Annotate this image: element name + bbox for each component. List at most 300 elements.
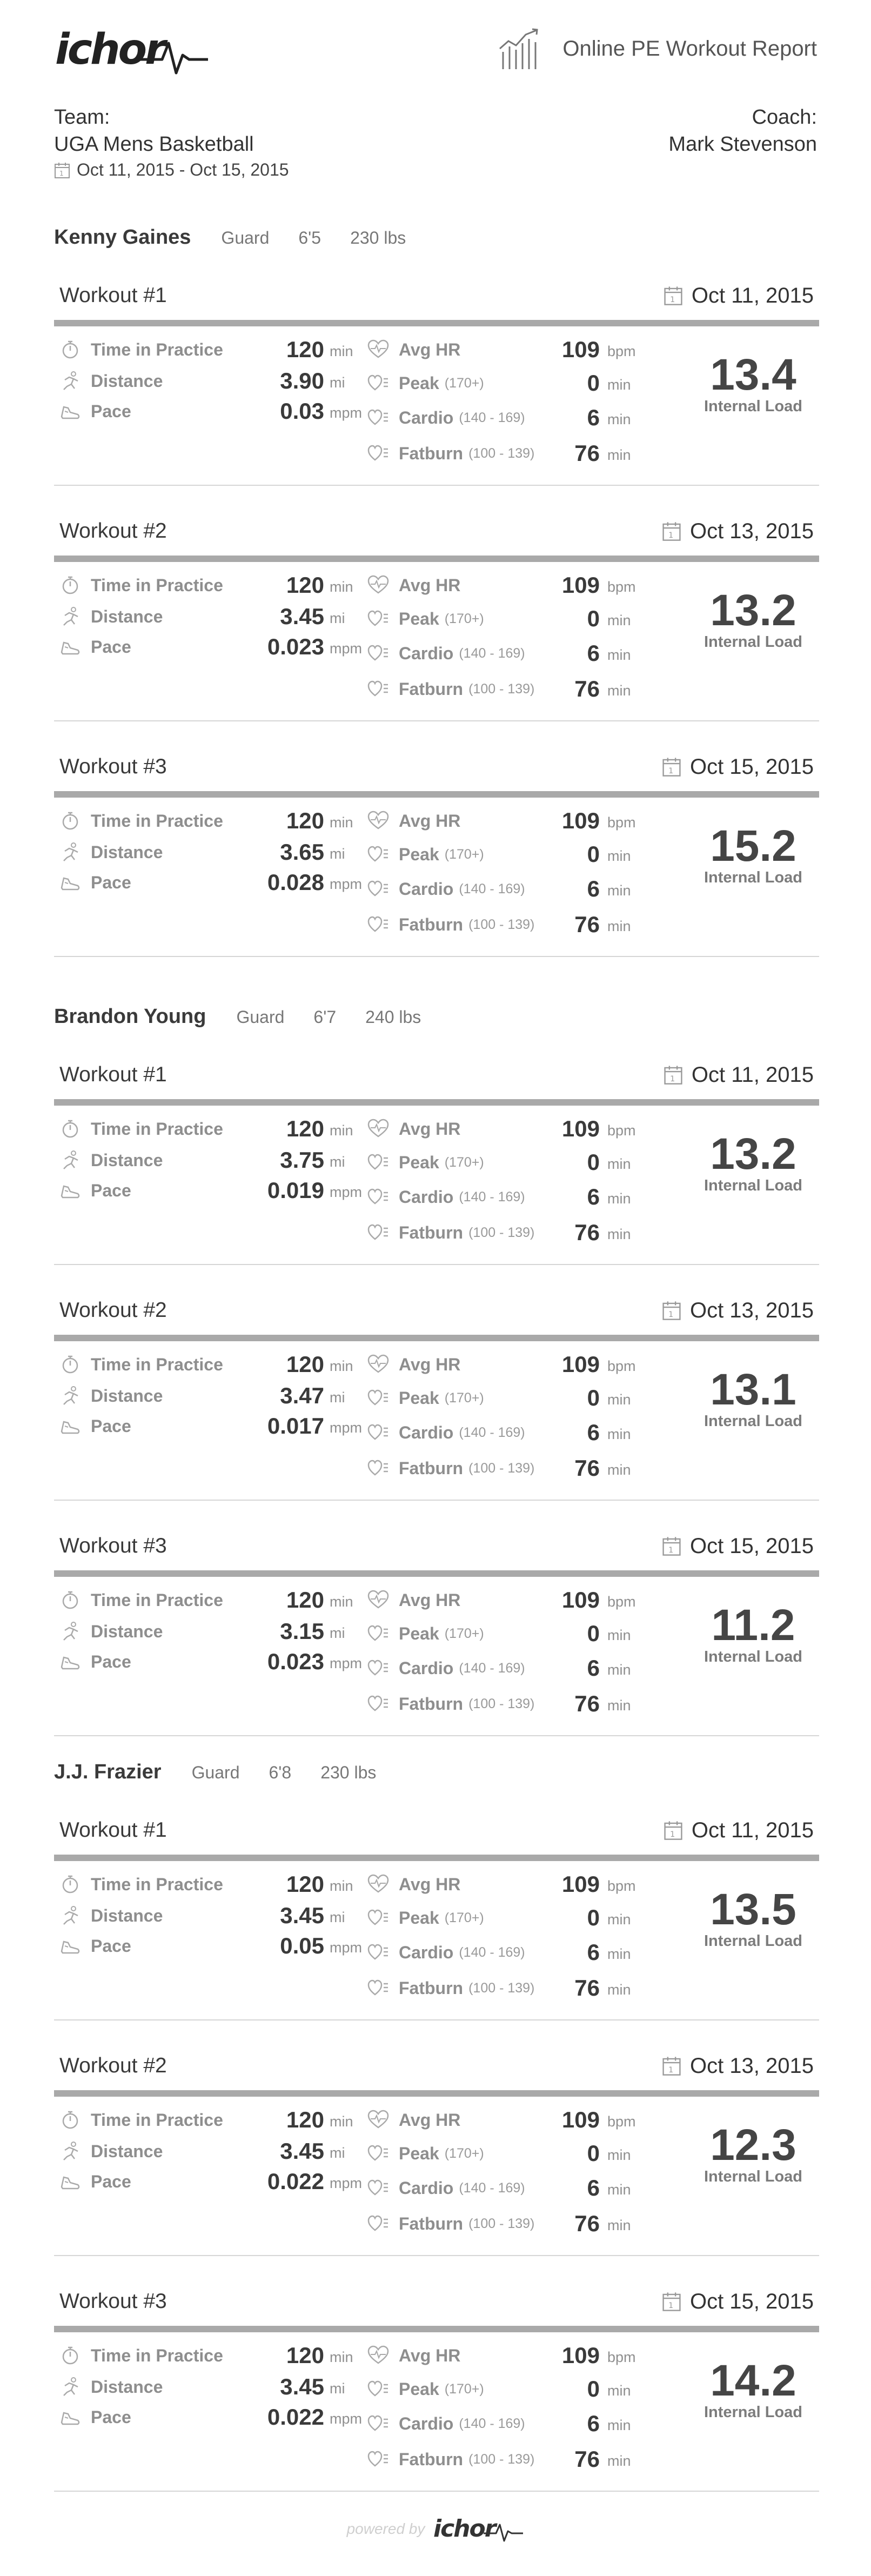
heart-zone-icon <box>367 2213 389 2234</box>
svg-text:1: 1 <box>669 1074 675 1083</box>
workout-header <box>59 2047 814 2085</box>
workout-date-text: Oct 15, 2015 <box>689 2289 814 2313</box>
metric-label-fatburn: Fatburn <box>399 2213 464 2233</box>
metric-value-fatburn: 76 <box>574 1691 600 1716</box>
metric-unit-fatburn: min <box>607 1697 631 1714</box>
metric-unit-peak: min <box>607 1627 631 1643</box>
metric-pace <box>59 1177 131 1204</box>
player-weight: 240 lbs <box>365 1007 421 1027</box>
metric-time <box>59 1587 223 1614</box>
internal-load-label: Internal Load <box>704 633 803 651</box>
workout-title: Workout #1 <box>59 1818 167 1842</box>
heart-zone-icon <box>367 1623 389 1644</box>
player-height: 6'7 <box>313 1007 337 1027</box>
ichor-logo <box>54 22 211 81</box>
calendar-icon <box>662 1300 681 1321</box>
metric-label-peak: Peak <box>399 2379 439 2399</box>
internal-load-value: 13.4 <box>710 350 796 399</box>
metric-label-time: Time in Practice <box>91 575 223 595</box>
shoe-icon <box>59 1180 81 1201</box>
metric-unit-time: min <box>330 2113 353 2130</box>
metric-range-fatburn: (100 - 139) <box>468 1225 535 1240</box>
metric-unit-time: min <box>330 343 353 359</box>
metric-value-time: 120 <box>286 1871 324 1897</box>
metric-unit-distance: mi <box>330 2145 345 2161</box>
metric-range-cardio: (140 - 169) <box>459 1189 525 1205</box>
metric-label-avg-hr: Avg HR <box>399 339 461 359</box>
shoe-icon <box>59 2406 81 2428</box>
internal-load-value: 12.3 <box>710 2120 796 2170</box>
metric-distance <box>59 1902 163 1929</box>
metric-distance <box>59 2138 163 2165</box>
heart-zone-icon <box>367 1977 389 1999</box>
workout-bottom-rule <box>54 1264 819 1265</box>
workout-date <box>662 519 814 544</box>
svg-text:1: 1 <box>668 766 674 775</box>
calendar-icon <box>664 285 683 306</box>
metric-value-fatburn: 76 <box>574 440 600 466</box>
metric-value-cardio: 6 <box>587 2411 600 2436</box>
metric-value-distance: 3.45 <box>280 1903 324 1928</box>
metric-value-cardio: 6 <box>587 1939 600 1965</box>
metric-distance <box>59 1618 163 1645</box>
metric-label-fatburn: Fatburn <box>399 1458 464 1478</box>
metric-range-fatburn: (100 - 139) <box>468 916 535 932</box>
svg-text:1: 1 <box>668 531 674 540</box>
metric-label-fatburn: Fatburn <box>399 914 464 934</box>
heart-zone-icon <box>367 1907 389 1929</box>
player-header <box>54 1761 405 1784</box>
heart-zone-icon <box>367 1942 389 1963</box>
metric-unit-avg-hr: bpm <box>607 343 636 359</box>
shoe-icon <box>59 2171 81 2192</box>
internal-load-value: 15.2 <box>710 821 796 871</box>
player-position: Guard <box>236 1007 285 1027</box>
metric-time <box>59 2106 223 2133</box>
metric-unit-cardio: min <box>607 411 631 427</box>
metric-unit-peak: min <box>607 2383 631 2399</box>
workout-header <box>59 1811 814 1849</box>
metric-unit-pace: mpm <box>330 876 362 892</box>
metric-unit-peak: min <box>607 2147 631 2163</box>
coach-label: Coach: <box>752 106 817 129</box>
workout-card <box>54 2047 819 2258</box>
workout-card <box>54 1527 819 1738</box>
workout-date-text: Oct 11, 2015 <box>691 283 814 307</box>
metric-value-pace: 0.023 <box>267 1649 324 1674</box>
runner-icon <box>59 1905 81 1926</box>
metric-unit-fatburn: min <box>607 1982 631 1998</box>
heart-zone-icon <box>367 608 389 630</box>
heart-zone-icon <box>367 2177 389 2199</box>
heart-zone-icon <box>367 1457 389 1479</box>
metric-label-avg-hr: Avg HR <box>399 2110 461 2130</box>
svg-text:1: 1 <box>669 295 675 304</box>
stopwatch-icon <box>59 2109 81 2131</box>
metric-label-avg-hr: Avg HR <box>399 1590 461 1610</box>
internal-load <box>694 821 813 887</box>
workout-title: Workout #2 <box>59 519 167 543</box>
workout-bottom-rule <box>54 2491 819 2492</box>
footer <box>0 2513 871 2545</box>
shoe-icon <box>59 1415 81 1437</box>
workout-date <box>662 755 814 779</box>
stopwatch-icon <box>59 2345 81 2366</box>
metric-pace <box>59 633 131 660</box>
stopwatch-icon <box>59 574 81 596</box>
workout-divider <box>54 320 819 326</box>
metric-value-fatburn: 76 <box>574 676 600 701</box>
logo-wordmark: ichor <box>55 25 164 74</box>
calendar-icon <box>664 1820 683 1841</box>
metric-unit-cardio: min <box>607 1946 631 1962</box>
metric-label-pace: Pace <box>91 1180 131 1200</box>
metric-time <box>59 572 223 599</box>
metric-label-peak: Peak <box>399 2143 439 2163</box>
metric-avg-hr <box>367 1351 460 1378</box>
metric-label-fatburn: Fatburn <box>399 679 464 699</box>
workout-divider <box>54 556 819 562</box>
internal-load-value: 14.2 <box>710 2356 796 2405</box>
workout-date-text: Oct 15, 2015 <box>689 754 814 779</box>
metric-value-distance: 3.47 <box>280 1383 324 1408</box>
workout-date <box>662 2290 814 2314</box>
player-position: Guard <box>191 1763 240 1782</box>
metric-value-avg-hr: 109 <box>561 2107 600 2132</box>
metric-range-fatburn: (100 - 139) <box>468 2216 535 2231</box>
metric-unit-fatburn: min <box>607 1226 631 1242</box>
metric-label-distance: Distance <box>91 1386 163 1406</box>
metric-label-pace: Pace <box>91 2171 131 2191</box>
metric-unit-cardio: min <box>607 1662 631 1678</box>
metric-range-fatburn: (100 - 139) <box>468 1460 535 1476</box>
metric-range-peak: (170+) <box>444 1154 484 1170</box>
metric-unit-avg-hr: bpm <box>607 2113 636 2130</box>
workout-bottom-rule <box>54 2019 819 2020</box>
metric-label-time: Time in Practice <box>91 1590 223 1610</box>
metric-avg-hr <box>367 572 460 599</box>
workout-card <box>54 512 819 723</box>
heart-rate-icon <box>367 1589 389 1611</box>
metric-peak <box>367 2376 484 2403</box>
workout-card <box>54 1811 819 2022</box>
metric-label-peak: Peak <box>399 373 439 393</box>
team-name: UGA Mens Basketball <box>54 133 254 156</box>
workout-date-text: Oct 15, 2015 <box>689 1534 814 1558</box>
workout-date <box>662 1299 814 1323</box>
metric-range-cardio: (140 - 169) <box>459 2180 525 2196</box>
workout-title: Workout #2 <box>59 2054 167 2077</box>
runner-icon <box>59 606 81 627</box>
workout-title: Workout #3 <box>59 1534 167 1557</box>
metric-label-peak: Peak <box>399 1152 439 1172</box>
metric-unit-cardio: min <box>607 2417 631 2433</box>
metric-range-peak: (170+) <box>444 1910 484 1925</box>
metric-value-time: 120 <box>286 1116 324 1141</box>
metric-label-cardio: Cardio <box>399 1942 454 1962</box>
internal-load-value: 13.5 <box>710 1885 796 1934</box>
heart-zone-icon <box>367 678 389 700</box>
workout-bottom-rule <box>54 2255 819 2256</box>
workout-divider <box>54 2090 819 2097</box>
heart-zone-icon <box>367 2378 389 2400</box>
heart-zone-icon <box>367 1186 389 1208</box>
metric-pace <box>59 869 131 896</box>
stopwatch-icon <box>59 1118 81 1140</box>
metric-label-pace: Pace <box>91 2407 131 2427</box>
metric-unit-time: min <box>330 1358 353 1374</box>
metric-label-time: Time in Practice <box>91 1354 223 1374</box>
shoe-icon <box>59 1651 81 1672</box>
shoe-icon <box>59 400 81 422</box>
heart-rate-icon <box>367 1118 389 1140</box>
metric-label-cardio: Cardio <box>399 879 454 899</box>
metric-unit-peak: min <box>607 848 631 864</box>
metric-label-time: Time in Practice <box>91 339 223 359</box>
metric-label-distance: Distance <box>91 371 163 391</box>
metric-unit-distance: mi <box>330 1389 345 1406</box>
workout-header <box>59 1527 814 1565</box>
metric-value-distance: 3.15 <box>280 1618 324 1644</box>
workout-bottom-rule <box>54 1500 819 1501</box>
metric-unit-avg-hr: bpm <box>607 2349 636 2365</box>
workout-card <box>54 2283 819 2493</box>
metric-label-time: Time in Practice <box>91 811 223 831</box>
footer-logo-wordmark: ichor <box>433 2515 495 2542</box>
runner-icon <box>59 1621 81 1642</box>
workout-bottom-rule <box>54 1735 819 1736</box>
metric-pace <box>59 2404 131 2431</box>
metric-range-peak: (170+) <box>444 611 484 626</box>
metric-peak <box>367 605 484 632</box>
metric-label-cardio: Cardio <box>399 407 454 427</box>
stopwatch-icon <box>59 810 81 832</box>
calendar-icon <box>662 757 681 777</box>
metric-label-peak: Peak <box>399 1388 439 1408</box>
internal-load-label: Internal Load <box>704 1932 803 1950</box>
report-title: Online PE Workout Report <box>562 36 817 61</box>
coach-name: Mark Stevenson <box>668 133 817 156</box>
workout-title: Workout #1 <box>59 284 167 307</box>
heart-zone-icon <box>367 914 389 935</box>
report-title-block <box>498 22 817 76</box>
metric-unit-cardio: min <box>607 1190 631 1207</box>
metric-label-avg-hr: Avg HR <box>399 811 461 831</box>
metric-value-time: 120 <box>286 1587 324 1612</box>
metric-distance <box>59 1382 163 1409</box>
metric-label-peak: Peak <box>399 844 439 864</box>
metric-value-distance: 3.65 <box>280 839 324 865</box>
runner-icon <box>59 2140 81 2162</box>
metric-unit-fatburn: min <box>607 447 631 463</box>
metric-value-pace: 0.022 <box>267 2169 324 2194</box>
metric-value-time: 120 <box>286 337 324 362</box>
player-weight: 230 lbs <box>320 1763 377 1782</box>
heart-zone-icon <box>367 1152 389 1173</box>
player-position: Guard <box>221 228 270 247</box>
metric-avg-hr <box>367 2106 460 2133</box>
metric-label-avg-hr: Avg HR <box>399 1874 461 1894</box>
metric-label-time: Time in Practice <box>91 1874 223 1894</box>
metric-distance <box>59 839 163 866</box>
metric-value-pace: 0.023 <box>267 634 324 659</box>
bar-chart-icon <box>498 27 541 70</box>
metric-label-cardio: Cardio <box>399 1422 454 1442</box>
metric-range-cardio: (140 - 169) <box>459 1944 525 1960</box>
report-date-range <box>54 160 289 180</box>
metric-time <box>59 336 223 363</box>
heart-zone-icon <box>367 844 389 865</box>
metric-peak <box>367 1904 484 1931</box>
metric-unit-avg-hr: bpm <box>607 1358 636 1374</box>
metric-value-fatburn: 76 <box>574 912 600 937</box>
metric-unit-pace: mpm <box>330 1939 362 1956</box>
metric-label-pace: Pace <box>91 1936 131 1956</box>
metric-unit-cardio: min <box>607 2182 631 2198</box>
metric-label-pace: Pace <box>91 637 131 657</box>
stopwatch-icon <box>59 1354 81 1375</box>
metric-peak <box>367 1620 484 1647</box>
metric-peak <box>367 1149 484 1176</box>
heart-zone-icon <box>367 2448 389 2470</box>
internal-load <box>694 1603 813 1666</box>
footer-ichor-logo <box>432 2513 524 2545</box>
metric-value-cardio: 6 <box>587 1420 600 1445</box>
metric-label-cardio: Cardio <box>399 2413 454 2433</box>
ichor-logo-mark <box>54 22 211 81</box>
metric-label-avg-hr: Avg HR <box>399 1119 461 1139</box>
metric-unit-fatburn: min <box>607 683 631 699</box>
metric-range-fatburn: (100 - 139) <box>468 1980 535 1996</box>
metric-unit-cardio: min <box>607 882 631 899</box>
metric-label-distance: Distance <box>91 2377 163 2397</box>
player-height: 6'5 <box>298 228 321 247</box>
metric-distance <box>59 367 163 394</box>
metric-label-avg-hr: Avg HR <box>399 575 461 595</box>
metric-value-peak: 0 <box>587 841 600 867</box>
workout-date-text: Oct 11, 2015 <box>691 1062 814 1087</box>
metric-value-distance: 3.45 <box>280 604 324 629</box>
metric-value-distance: 3.45 <box>280 2138 324 2164</box>
metric-unit-distance: mi <box>330 1625 345 1641</box>
metric-label-distance: Distance <box>91 2141 163 2161</box>
metric-range-cardio: (140 - 169) <box>459 1660 525 1676</box>
runner-icon <box>59 1385 81 1407</box>
runner-icon <box>59 841 81 863</box>
runner-icon <box>59 1149 81 1171</box>
metric-value-distance: 3.45 <box>280 2374 324 2399</box>
workout-card <box>54 277 819 487</box>
metric-range-cardio: (140 - 169) <box>459 410 525 425</box>
heart-zone-icon <box>367 1222 389 1243</box>
metric-value-cardio: 6 <box>587 640 600 666</box>
metric-range-cardio: (140 - 169) <box>459 1424 525 1440</box>
workout-card <box>54 1292 819 1502</box>
workout-date <box>664 1063 814 1087</box>
metric-unit-distance: mi <box>330 374 345 391</box>
heart-zone-icon <box>367 407 389 429</box>
metric-value-fatburn: 76 <box>574 2211 600 2236</box>
metric-time <box>59 807 223 834</box>
shoe-icon <box>59 636 81 658</box>
metric-avg-hr <box>367 2342 460 2369</box>
metric-peak <box>367 2140 484 2167</box>
metric-label-peak: Peak <box>399 1908 439 1928</box>
metric-range-fatburn: (100 - 139) <box>468 2451 535 2467</box>
workout-header <box>59 1056 814 1094</box>
workout-header <box>59 748 814 786</box>
runner-icon <box>59 370 81 392</box>
metric-unit-distance: mi <box>330 846 345 862</box>
workout-date-text: Oct 13, 2015 <box>689 519 814 543</box>
metric-unit-distance: mi <box>330 610 345 626</box>
workout-divider <box>54 1570 819 1577</box>
player-name: Kenny Gaines <box>54 226 191 249</box>
internal-load <box>694 352 813 416</box>
stopwatch-icon <box>59 1589 81 1611</box>
metric-unit-pace: mpm <box>330 1420 362 1436</box>
player-name: Brandon Young <box>54 1005 206 1028</box>
internal-load <box>694 1129 813 1195</box>
metric-value-distance: 3.75 <box>280 1147 324 1173</box>
metric-unit-time: min <box>330 1878 353 1894</box>
heart-rate-icon <box>367 1354 389 1375</box>
calendar-icon <box>662 521 681 541</box>
heart-zone-icon <box>367 2413 389 2434</box>
metric-value-avg-hr: 109 <box>561 1351 600 1377</box>
svg-text:1: 1 <box>669 1830 675 1839</box>
metric-peak <box>367 370 484 397</box>
heart-rate-icon <box>367 339 389 360</box>
metric-avg-hr <box>367 807 460 834</box>
metric-avg-hr <box>367 336 460 363</box>
metric-label-cardio: Cardio <box>399 1658 454 1678</box>
metric-value-distance: 3.90 <box>280 368 324 393</box>
internal-load <box>694 1887 813 1950</box>
metric-label-avg-hr: Avg HR <box>399 1354 461 1374</box>
internal-load-label: Internal Load <box>704 869 803 886</box>
workout-bottom-rule <box>54 956 819 957</box>
metric-value-peak: 0 <box>587 1621 600 1646</box>
internal-load-label: Internal Load <box>704 2168 803 2185</box>
metric-unit-time: min <box>330 814 353 831</box>
metric-range-fatburn: (100 - 139) <box>468 681 535 697</box>
heart-rate-icon <box>367 2109 389 2131</box>
svg-text:1: 1 <box>668 1545 674 1555</box>
metric-label-fatburn: Fatburn <box>399 1222 464 1242</box>
workout-date-text: Oct 13, 2015 <box>689 2053 814 2078</box>
heart-rate-icon <box>367 2345 389 2366</box>
metric-value-peak: 0 <box>587 2376 600 2401</box>
workout-date <box>664 1818 814 1843</box>
internal-load <box>694 2120 813 2186</box>
shoe-icon <box>59 1935 81 1957</box>
workout-date-text: Oct 13, 2015 <box>689 1298 814 1322</box>
metric-value-peak: 0 <box>587 2140 600 2166</box>
metric-range-peak: (170+) <box>444 846 484 862</box>
metric-unit-pace: mpm <box>330 640 362 657</box>
metric-unit-pace: mpm <box>330 1184 362 1200</box>
workout-header <box>59 1292 814 1329</box>
metric-label-distance: Distance <box>91 1150 163 1170</box>
metric-label-pace: Pace <box>91 1651 131 1671</box>
metric-value-avg-hr: 109 <box>561 1116 600 1141</box>
metric-value-time: 120 <box>286 1351 324 1377</box>
metric-unit-time: min <box>330 1122 353 1139</box>
metric-label-cardio: Cardio <box>399 2178 454 2198</box>
metric-distance <box>59 1147 163 1174</box>
metric-unit-peak: min <box>607 1911 631 1928</box>
